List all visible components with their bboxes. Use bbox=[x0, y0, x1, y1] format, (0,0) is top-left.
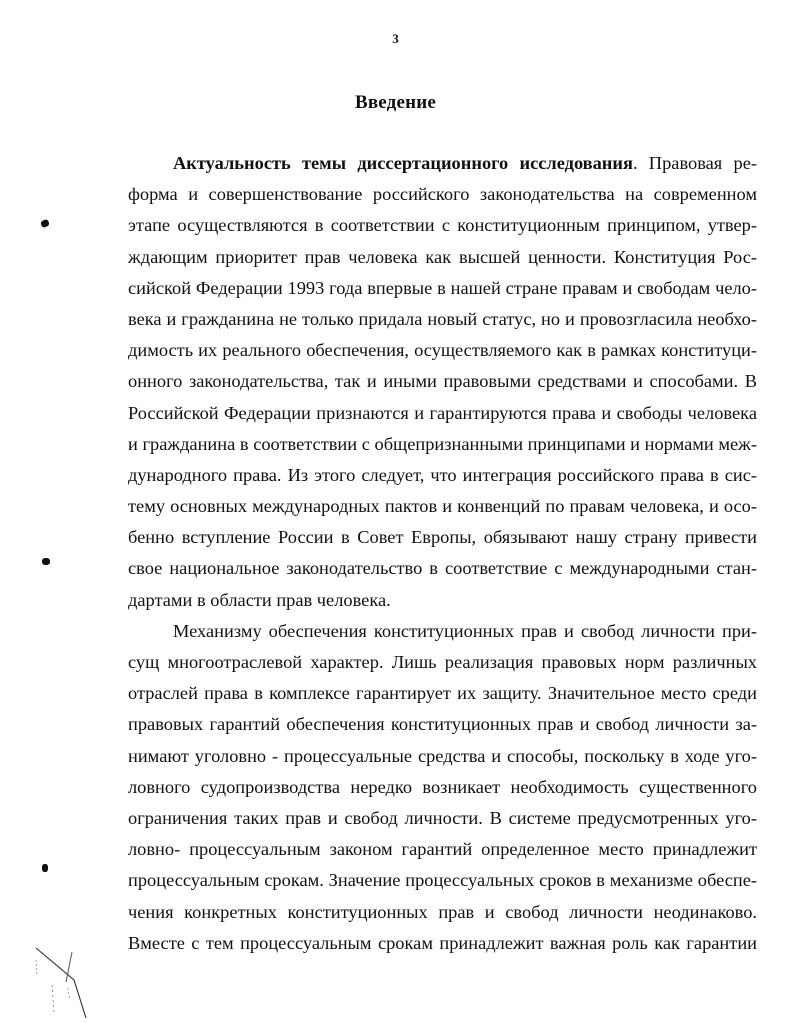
text-line: сущ многоотраслевой характер. Лишь реализация правовых норм различных bbox=[128, 652, 757, 672]
text-line: онного законодательства, так и иными правовыми средствами и способами. В bbox=[128, 371, 757, 392]
body-text bbox=[128, 148, 757, 959]
section-heading: Введение bbox=[354, 92, 437, 113]
text-line: ограничения таких прав и свобод личности. В системе предусмотренных уго- bbox=[128, 807, 757, 828]
text-line: этапе осуществляются в соответствии с конституционным принципом, утвер- bbox=[128, 215, 757, 236]
text-line: Вместе с тем процессуальным срокам принадлежит важная роль как гарантии bbox=[128, 932, 757, 953]
text-line: чения конкретных конституционных прав и свобод личности неодинаково. bbox=[128, 901, 757, 922]
paragraph-2 bbox=[128, 616, 757, 959]
scribble-icon bbox=[28, 940, 98, 1020]
text-line: Российской Федерации признаются и гарантируются права и свободы человека bbox=[128, 402, 757, 423]
text-line: дартами в области прав человека. bbox=[128, 589, 391, 610]
page-number: 3 bbox=[392, 31, 399, 46]
text-line: ловного судопроизводства нередко возникает необходимость существенного bbox=[128, 776, 757, 797]
text-line: дународного права. Из этого следует, что интеграция российского права в сис- bbox=[128, 464, 757, 485]
margin-ink-mark bbox=[42, 864, 48, 872]
margin-ink-mark bbox=[40, 218, 50, 228]
text-line: димость их реального обеспечения, осуществляемого как в рамках конституци- bbox=[128, 340, 757, 361]
text-line: века и гражданина не только придала новый статус, но и провозгласила необхо- bbox=[128, 308, 757, 329]
text-line: ловно- процессуальным законом гарантий определенное место принадлежит bbox=[128, 839, 757, 860]
margin-ink-mark bbox=[42, 558, 50, 565]
text-line: Механизму обеспечения конституционных прав и свобод личности при- bbox=[173, 620, 757, 641]
text-line: тему основных международных пактов и конвенций по правам человека, и осо- bbox=[128, 496, 757, 517]
text-line: и гражданина в соответствии с общепризнанными принципами и нормами меж- bbox=[128, 433, 757, 454]
text-line: бенно вступление России в Совет Европы, обязывают нашу страну привести bbox=[128, 527, 757, 548]
text-line: форма и совершенствование российского законодательства на современном bbox=[128, 184, 757, 205]
text-line: ждающим приоритет прав человека как высшей ценности. Конституция Рос- bbox=[128, 246, 757, 267]
text-line: свое национальное законодательство в соответствие с международными стан- bbox=[128, 558, 757, 579]
text-line: нимают уголовно - процессуальные средства и способы, поскольку в ходе уго- bbox=[128, 745, 757, 766]
text-line: правовых гарантий обеспечения конституционных прав и свобод личности за- bbox=[128, 714, 757, 735]
paragraph-1 bbox=[128, 148, 757, 616]
text-line: Актуальность темы диссертационного исследования. Правовая ре- bbox=[173, 153, 757, 173]
text-line: процессуальным срокам. Значение процессуальных сроков в механизме обеспе- bbox=[128, 870, 757, 891]
lead-phrase: Актуальность темы диссертационного исследования bbox=[173, 153, 633, 173]
text-line: отраслей права в комплексе гарантирует их защиту. Значительное место среди bbox=[128, 683, 757, 704]
text-line: сийской Федерации 1993 года впервые в нашей стране правам и свободам чело- bbox=[128, 277, 757, 298]
